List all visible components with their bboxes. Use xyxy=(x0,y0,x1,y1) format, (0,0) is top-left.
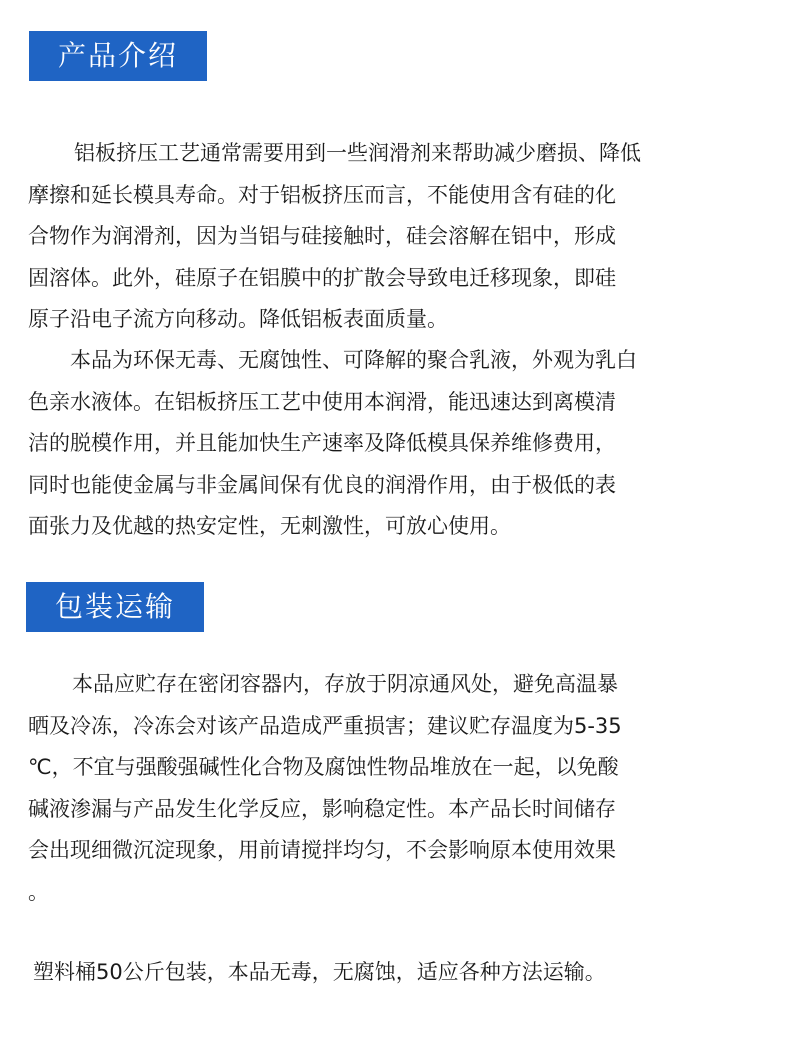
section-title-packaging: 包装运输 xyxy=(26,582,204,632)
intro-paragraph-2: 本品为环保无毒、无腐蚀性、可降解的聚合乳液，外观为乳白 色亲水液体。在铝板挤压工艺中使用本润滑，能迅速达到离模清 洁的脱模作用，并且能加快生产速率及降低模具保养维修费用， 同时也能使金属与非金属间保有优良的润滑作用，由于极低的表 面张力及优越的热安定性，无刺激性，可放心使用。 xyxy=(28,348,637,538)
intro-paragraph-1: 铝板挤压工艺通常需要用到一些润滑剂来帮助减少磨损、降低 摩擦和延长模具寿命。对于铝板挤压而言，不能使用含有硅的化 合物作为润滑剂，因为当铝与硅接触时，硅会溶解在铝中，形成 固溶体。此外，硅原子在铝膜中的扩散会导致电迁移现象，即硅 原子沿电子流方向移动。降低铝板表面质量。 xyxy=(28,141,641,331)
packaging-paragraph-transport: 塑料桶50公斤包装，本品无毒，无腐蚀，适应各种方法运输。 xyxy=(33,960,606,984)
packaging-paragraph-storage: 本品应贮存在密闭容器内，存放于阴凉通风处，避免高温暴 晒及冷冻，冷冻会对该产品造成严重损害；建议贮存温度为5-35 ℃，不宜与强酸强碱性化合物及腐蚀性物品堆放在一起，以免酸 碱液渗漏与产品发生化学反应，影响稳定性。本产品长时间储存 会出现细微沉淀现象，用前请搅拌均匀，不会影响原本使用效果 。 xyxy=(28,672,622,904)
section-title-product-intro: 产品介绍 xyxy=(29,31,207,81)
